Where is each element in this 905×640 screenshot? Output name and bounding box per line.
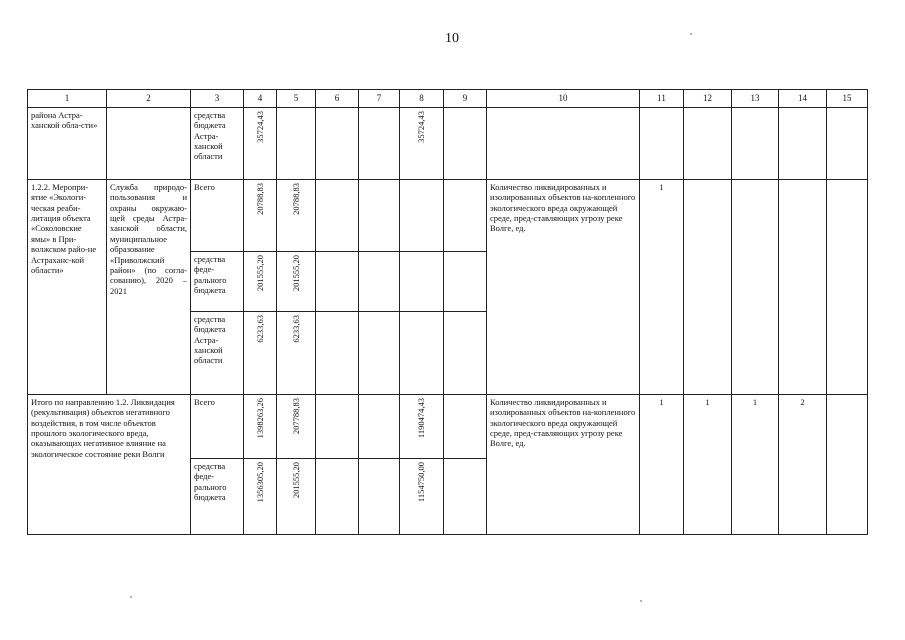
table-row [28, 180, 868, 252]
header-cell: 12 [684, 90, 732, 108]
cell-col8 [400, 312, 444, 395]
header-cell: 11 [640, 90, 684, 108]
table-row [28, 395, 868, 459]
cell-col8: 35724,43 [400, 108, 444, 180]
cell-col7 [359, 108, 400, 180]
cell-col9 [444, 108, 487, 180]
cell-col13 [732, 108, 779, 180]
header-cell: 6 [316, 90, 359, 108]
cell-col9 [444, 252, 487, 312]
cell-total-name: Итого по направлению 1.2. Ликвидация (рекультивация) объектов негативного воздействия, в том числе объектов прошлого экологического вреда, оказывающих негативное влияние на экологическое состояние реки Волги [28, 395, 191, 535]
cell-col5: 6233,63 [277, 312, 316, 395]
cell-col4: 201555,20 [244, 252, 277, 312]
scan-speck [640, 600, 642, 602]
cell-col13: 1 [732, 395, 779, 535]
cell-col14 [779, 108, 827, 180]
cell-col8 [400, 252, 444, 312]
cell-col12: 1 [684, 395, 732, 535]
header-cell: 7 [359, 90, 400, 108]
cell-funding-source: Всего [191, 180, 244, 252]
header-cell: 5 [277, 90, 316, 108]
cell-executor [107, 108, 191, 180]
header-row [28, 90, 868, 108]
cell-col4: 20788,83 [244, 180, 277, 252]
data-table [27, 89, 868, 535]
cell-col6 [316, 252, 359, 312]
cell-col8 [400, 180, 444, 252]
cell-event-name: района Астра-ханской обла-сти» [28, 108, 107, 180]
cell-col14 [779, 180, 827, 395]
header-cell: 10 [487, 90, 640, 108]
cell-col9 [444, 459, 487, 535]
cell-executor: Служба природо-пользования и охраны окружаю-щей среды Астра-ханской области, муниципальное образование «Приволжский район» (по согла-сованию), 2020 – 2021 [107, 180, 191, 395]
cell-event-name: 1.2.2. Меропри-ятие «Экологи-ческая реаби-литация объекта «Соколовские ямы» в При-волжском райо-не Астраханс-кой области» [28, 180, 107, 395]
header-cell: 4 [244, 90, 277, 108]
cell-col7 [359, 312, 400, 395]
cell-col4: 6233,63 [244, 312, 277, 395]
cell-funding-source: средства бюджета Астра-ханской области [191, 108, 244, 180]
cell-col13 [732, 180, 779, 395]
cell-col6 [316, 312, 359, 395]
cell-col5 [277, 108, 316, 180]
cell-col14: 2 [779, 395, 827, 535]
scan-speck [130, 596, 132, 598]
cell-col15 [827, 395, 868, 535]
header-cell: 1 [28, 90, 107, 108]
header-cell: 13 [732, 90, 779, 108]
cell-col5: 201555,20 [277, 252, 316, 312]
cell-funding-source: средства бюджета Астра-ханской области [191, 312, 244, 395]
cell-col11: 1 [640, 395, 684, 535]
cell-col7 [359, 395, 400, 459]
cell-col9 [444, 312, 487, 395]
cell-indicator: Количество ликвидированных и изолированных объектов на-копленного экологического вреда окружающей среде, пред-ставляющих угрозу реке Волге, ед. [487, 180, 640, 395]
scan-speck [690, 33, 692, 35]
cell-col6 [316, 395, 359, 459]
cell-col11: 1 [640, 180, 684, 395]
cell-col9 [444, 180, 487, 252]
cell-col8: 1190474,43 [400, 395, 444, 459]
cell-funding-source: средства феде-рального бюджета [191, 459, 244, 535]
cell-col15 [827, 180, 868, 395]
cell-col11 [640, 108, 684, 180]
header-cell: 15 [827, 90, 868, 108]
cell-funding-source: Всего [191, 395, 244, 459]
cell-col6 [316, 459, 359, 535]
cell-col5: 20788,83 [277, 180, 316, 252]
header-cell: 14 [779, 90, 827, 108]
cell-indicator: Количество ликвидированных и изолированных объектов на-копленного экологического вреда окружающей среде, пред-ставляющих угрозу реке Волге, ед. [487, 395, 640, 535]
header-cell: 3 [191, 90, 244, 108]
cell-col12 [684, 180, 732, 395]
header-cell: 9 [444, 90, 487, 108]
cell-col5: 207788,83 [277, 395, 316, 459]
header-cell: 8 [400, 90, 444, 108]
cell-col8: 1154750,00 [400, 459, 444, 535]
cell-col4: 35724,43 [244, 108, 277, 180]
cell-col6 [316, 108, 359, 180]
cell-col4: 1356305,20 [244, 459, 277, 535]
cell-col4: 1398263,26 [244, 395, 277, 459]
cell-col9 [444, 395, 487, 459]
header-cell: 2 [107, 90, 191, 108]
table-row [28, 108, 868, 180]
cell-col5: 201555,20 [277, 459, 316, 535]
cell-col7 [359, 252, 400, 312]
cell-col12 [684, 108, 732, 180]
cell-col7 [359, 180, 400, 252]
cell-col6 [316, 180, 359, 252]
cell-col7 [359, 459, 400, 535]
cell-funding-source: средства феде-рального бюджета [191, 252, 244, 312]
cell-indicator [487, 108, 640, 180]
page-number: 10 [445, 31, 459, 46]
cell-col15 [827, 108, 868, 180]
